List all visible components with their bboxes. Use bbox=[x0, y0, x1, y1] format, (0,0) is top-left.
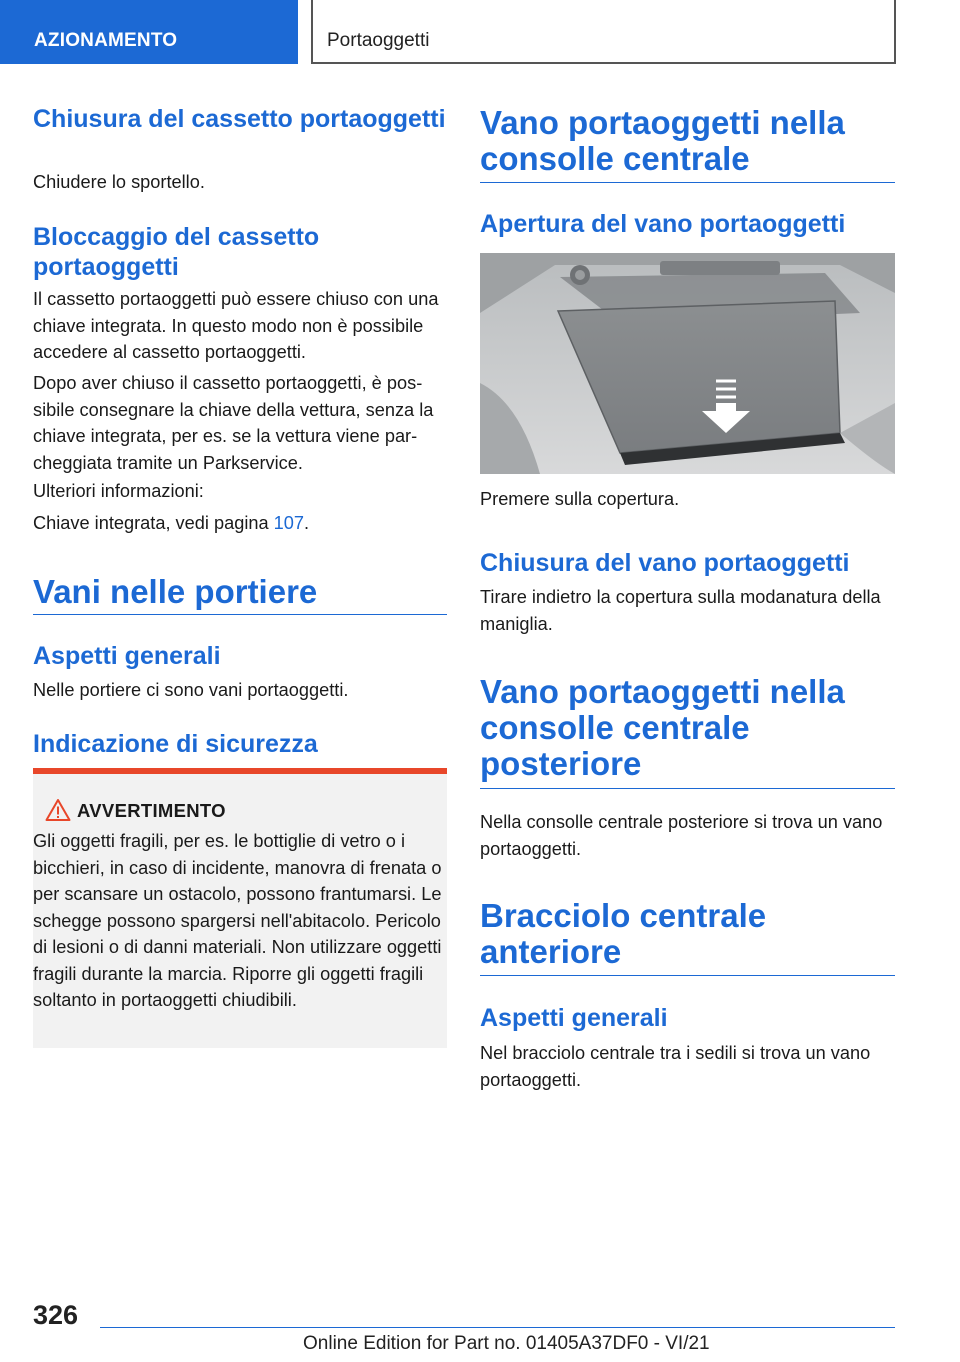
heading-rule bbox=[33, 614, 447, 615]
footer-rule bbox=[100, 1327, 895, 1328]
heading-sicurezza: Indicazione di sicurezza bbox=[33, 730, 318, 758]
section-title: Portaoggetti bbox=[311, 0, 896, 64]
heading-chiusura-vano: Chiusura del vano portaoggetti bbox=[480, 549, 850, 577]
text-tirare: Tirare indietro la copertura sulla modanatura della maniglia. bbox=[480, 587, 881, 634]
heading-vano-posteriore: Vano portaoggetti nella consolle centrale posteriore bbox=[480, 673, 845, 782]
heading-rule bbox=[480, 788, 895, 789]
text-aspetti: Nelle portiere ci sono vani portaoggetti. bbox=[33, 680, 349, 700]
chapter-tab: AZIONAMENTO bbox=[0, 0, 298, 64]
warning-title: AVVERTIMENTO bbox=[77, 800, 226, 821]
console-photo bbox=[480, 253, 895, 474]
heading-apertura: Apertura del vano portaoggetti bbox=[480, 210, 846, 238]
edition-text: Online Edition for Part no. 01405A37DF0 - VI/21 bbox=[303, 1333, 710, 1354]
heading-chiusura-cassetto: Chiusura del cassetto portaoggetti bbox=[33, 105, 446, 133]
console-illustration bbox=[480, 253, 895, 474]
heading-bracciolo: Bracciolo centrale anteriore bbox=[480, 897, 767, 970]
text-bracciolo: Nel bracciolo centrale tra i sedili si trova un vano portaoggetti. bbox=[480, 1043, 871, 1090]
heading-aspetti-generali: Aspetti generali bbox=[33, 642, 221, 670]
text-chiave-integrata bbox=[33, 510, 447, 537]
text-premere: Premere sulla copertura. bbox=[480, 489, 680, 509]
page-link-107[interactable]: 107 bbox=[273, 513, 304, 533]
text-chiusura: Chiudere lo sportello. bbox=[33, 172, 205, 192]
text-bloccaggio-2: Dopo aver chiuso il cassetto portaoggetti, è possibile consegnare la chiave della vettura, senza la chiave integrata, per es. se la vettura viene parcheggiata tramite un Parkservice. bbox=[33, 373, 434, 473]
text-ulteriori: Ulteriori informazioni: bbox=[33, 481, 204, 501]
warning-text: Gli oggetti fragili, per es. le bottiglie di vetro o i bicchieri, in caso di incidente, manovra di frenata o per scansare un ostacolo, possono frantumarsi. Le schegge possono spargersi nell'abitacolo. Pericolo di lesioni o di danni materiali. Non utilizzare oggetti fragili durante la marcia. Riporre gli oggetti fragili soltanto in portaoggetti chiudibili. bbox=[33, 831, 442, 1010]
heading-bloccaggio: Bloccaggio del cassetto portaoggetti bbox=[33, 223, 320, 281]
heading-vani-portiere: Vani nelle portiere bbox=[33, 573, 318, 610]
heading-rule bbox=[480, 975, 895, 976]
warning-triangle-icon bbox=[45, 798, 71, 822]
heading-rule bbox=[480, 182, 895, 183]
text-bloccaggio-1: Il cassetto portaoggetti può essere chiuso con una chiave integrata. In questo modo non è possibile accedere al cassetto portaoggetti. bbox=[33, 289, 439, 362]
text-posteriore: Nella consolle centrale posteriore si trova un vano portaoggetti. bbox=[480, 812, 883, 859]
heading-aspetti-generali-bracciolo: Aspetti generali bbox=[480, 1004, 668, 1032]
heading-vano-consolle: Vano portaoggetti nella consolle centrale bbox=[480, 104, 845, 177]
warning-box bbox=[33, 768, 447, 1048]
page-number: 326 bbox=[33, 1300, 79, 1330]
text-chiave-prefix: Chiave integrata, vedi pagina bbox=[33, 513, 274, 533]
text-chiave-suffix: . bbox=[304, 513, 310, 533]
